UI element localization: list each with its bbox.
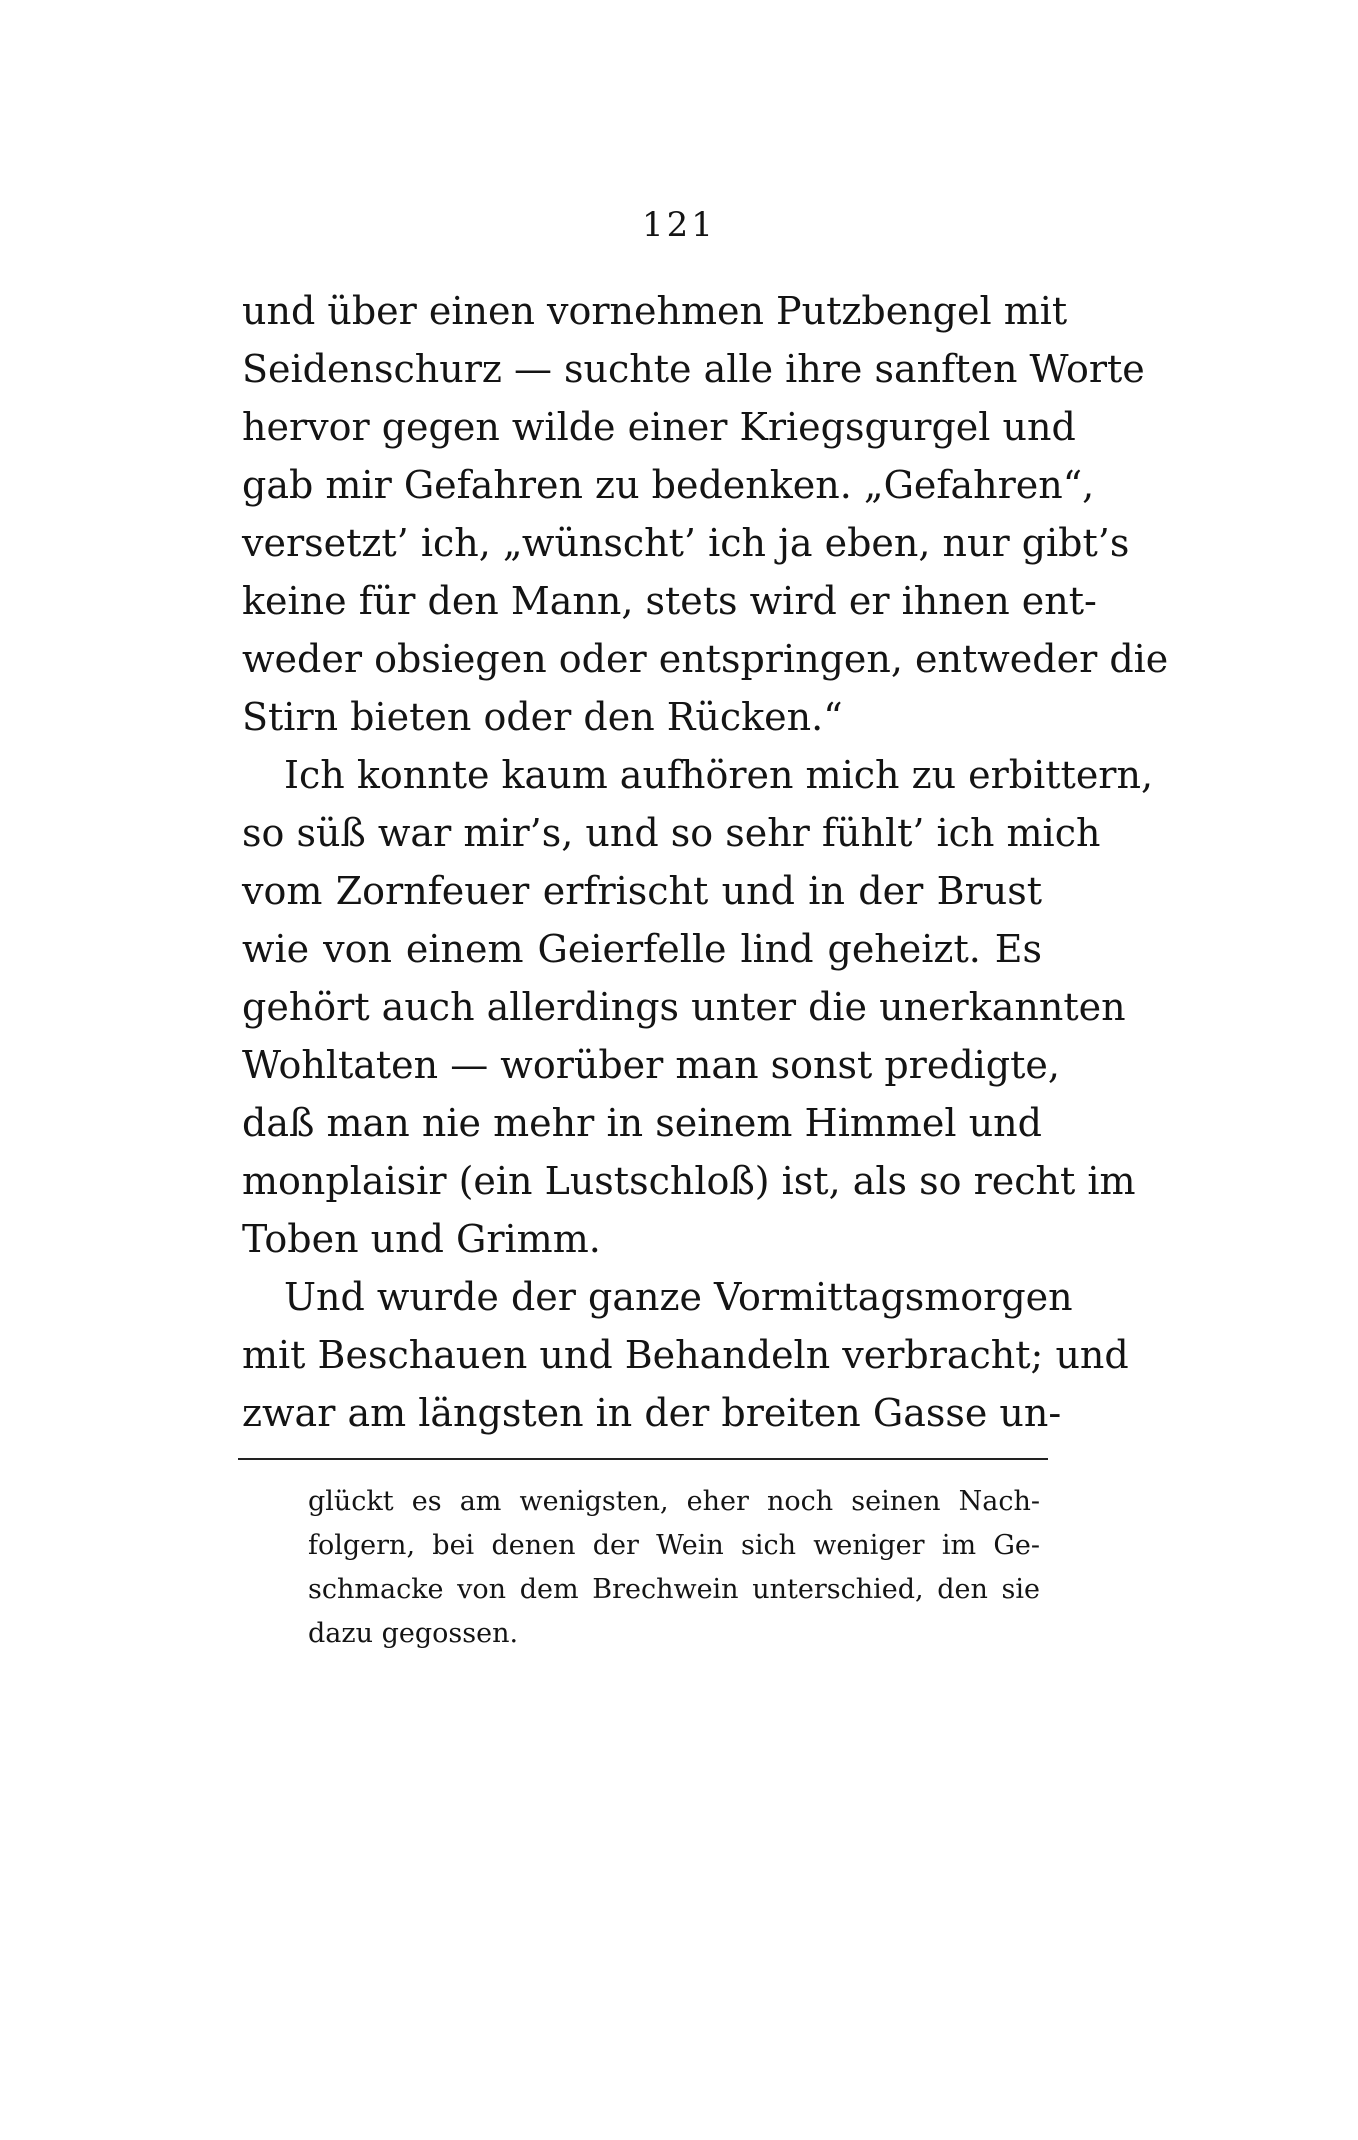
text-line: Ich konnte kaum aufhören mich zu erbittern,	[284, 753, 1154, 797]
paragraph-1	[242, 282, 1169, 746]
text-line: gehört auch allerdings unter die unerkannten	[242, 985, 1126, 1029]
text-line: vom Zornfeuer erfrischt und in der Brust	[242, 869, 1042, 913]
text-line: weder obsiegen oder entspringen, entweder die	[242, 637, 1169, 681]
text-line: hervor gegen wilde einer Kriegsgurgel und	[242, 405, 1076, 449]
text-line: zwar am längsten in der breiten Gasse un-	[242, 1391, 1062, 1435]
text-line: versetzt’ ich, „wünscht’ ich ja eben, nur gibt’s	[242, 521, 1130, 565]
paragraph-3	[242, 1268, 1129, 1442]
text-line: und über einen vornehmen Putzbengel mit	[242, 289, 1068, 333]
text-line: daß man nie mehr in seinem Himmel und	[242, 1101, 1042, 1145]
text-line: wie von einem Geierfelle lind geheizt. Es	[242, 927, 1042, 971]
footnote-line: schmacke von dem Brechwein unterschied, den sie	[308, 1574, 1040, 1605]
main-text	[242, 282, 1169, 1442]
footnote-line: folgern, bei denen der Wein sich weniger im Ge-	[308, 1530, 1040, 1561]
text-line: monplaisir (ein Lustschloß) ist, als so recht im	[242, 1159, 1136, 1203]
page-number: 121	[642, 205, 716, 245]
text-line: Toben und Grimm.	[242, 1217, 601, 1261]
paragraph-2	[242, 746, 1154, 1268]
text-line: Und wurde der ganze Vormittagsmorgen	[284, 1275, 1073, 1319]
text-line: gab mir Gefahren zu bedenken. „Gefahren“,	[242, 463, 1095, 507]
text-line: keine für den Mann, stets wird er ihnen ent-	[242, 579, 1097, 623]
footnote	[308, 1480, 1040, 1656]
footnote-line: glückt es am wenigsten, eher noch seinen Nach-	[308, 1486, 1040, 1517]
text-line: Wohltaten — worüber man sonst predigte,	[242, 1043, 1060, 1087]
footnote-line: dazu gegossen.	[308, 1618, 519, 1649]
text-line: Seidenschurz — suchte alle ihre sanften Worte	[242, 347, 1145, 391]
text-line: Stirn bieten oder den Rücken.“	[242, 695, 843, 739]
text-line: so süß war mir’s, und so sehr fühlt’ ich mich	[242, 811, 1101, 855]
text-line: mit Beschauen und Behandeln verbracht; und	[242, 1333, 1129, 1377]
footnote-divider	[238, 1458, 1048, 1460]
